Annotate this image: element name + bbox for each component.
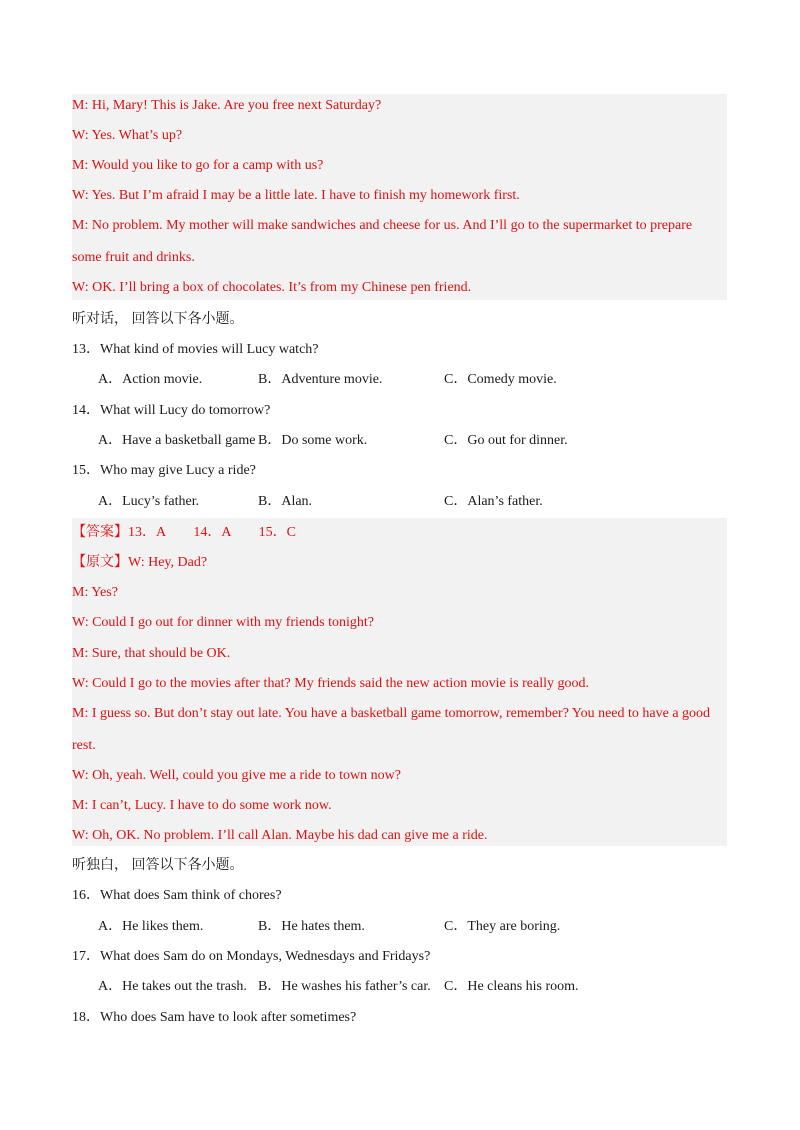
option-c: C．Comedy movie. — [444, 372, 557, 387]
option-b: B．Alan. — [258, 494, 313, 509]
dialogue-line: M: Would you like to go for a camp with us? — [72, 158, 324, 173]
option-b: B．Do some work. — [258, 433, 368, 448]
dialogue-line: M: Hi, Mary! This is Jake. Are you free next Saturday? — [72, 98, 382, 113]
option-a: A．Have a basketball game — [98, 433, 256, 448]
question-stem: 13．What kind of movies will Lucy watch? — [72, 342, 319, 357]
option-b: B．Adventure movie. — [258, 372, 383, 387]
dialogue-line: W: Yes. What’s up? — [72, 128, 183, 143]
transcript-text: W: Hey, Dad? — [128, 555, 208, 570]
option-b: B．He hates them. — [258, 919, 365, 934]
dialogue-line: W: OK. I’ll bring a box of chocolates. It’s from my Chinese pen friend. — [72, 280, 472, 295]
transcript-first-line — [72, 554, 207, 572]
transcript-line: M: Yes? — [72, 585, 118, 600]
answer-transcript-block — [72, 518, 727, 846]
transcript-line: W: Oh, yeah. Well, could you give me a ride to town now? — [72, 768, 401, 783]
answer-text: 13．A 14．A 15．C — [128, 525, 297, 540]
transcript-label: 【原文】 — [72, 555, 128, 570]
transcript-line: W: Could I go out for dinner with my friends tonight? — [72, 615, 374, 630]
answer-label: 【答案】 — [72, 525, 128, 540]
transcript-line: W: Oh, OK. No problem. I’ll call Alan. Maybe his dad can give me a ride. — [72, 828, 488, 843]
question-stem: 16．What does Sam think of chores? — [72, 888, 282, 903]
question-stem: 18．Who does Sam have to look after sometimes? — [72, 1010, 357, 1025]
dialogue-transcript-1 — [72, 94, 727, 300]
option-b: B．He washes his father’s car. — [258, 979, 431, 994]
option-a: A．Action movie. — [98, 372, 203, 387]
answer-line — [72, 524, 296, 542]
dialogue-line: some fruit and drinks. — [72, 250, 195, 265]
option-a: A．He takes out the trash. — [98, 979, 247, 994]
option-c: C．Go out for dinner. — [444, 433, 568, 448]
transcript-line: M: I can’t, Lucy. I have to do some work now. — [72, 798, 332, 813]
question-stem: 17．What does Sam do on Mondays, Wednesdays and Fridays? — [72, 949, 431, 964]
option-c: C．They are boring. — [444, 919, 561, 934]
option-a: A．He likes them. — [98, 919, 204, 934]
transcript-line: M: I guess so. But don’t stay out late. You have a basketball game tomorrow, remember? You need to have a good — [72, 706, 711, 721]
dialogue-line: M: No problem. My mother will make sandwiches and cheese for us. And I’ll go to the supermarket to prepare — [72, 218, 693, 233]
section-instruction: 听对话， 回答以下各小题。 — [72, 312, 244, 327]
dialogue-line: W: Yes. But I’m afraid I may be a little late. I have to finish my homework first. — [72, 188, 520, 203]
question-stem: 14．What will Lucy do tomorrow? — [72, 403, 271, 418]
question-stem: 15．Who may give Lucy a ride? — [72, 463, 256, 478]
transcript-line: M: Sure, that should be OK. — [72, 646, 231, 661]
section-instruction: 听独白， 回答以下各小题。 — [72, 858, 244, 873]
option-c: C．Alan’s father. — [444, 494, 543, 509]
transcript-line: rest. — [72, 738, 96, 753]
option-c: C．He cleans his room. — [444, 979, 579, 994]
option-a: A．Lucy’s father. — [98, 494, 200, 509]
transcript-line: W: Could I go to the movies after that? My friends said the new action movie is really good. — [72, 676, 589, 691]
